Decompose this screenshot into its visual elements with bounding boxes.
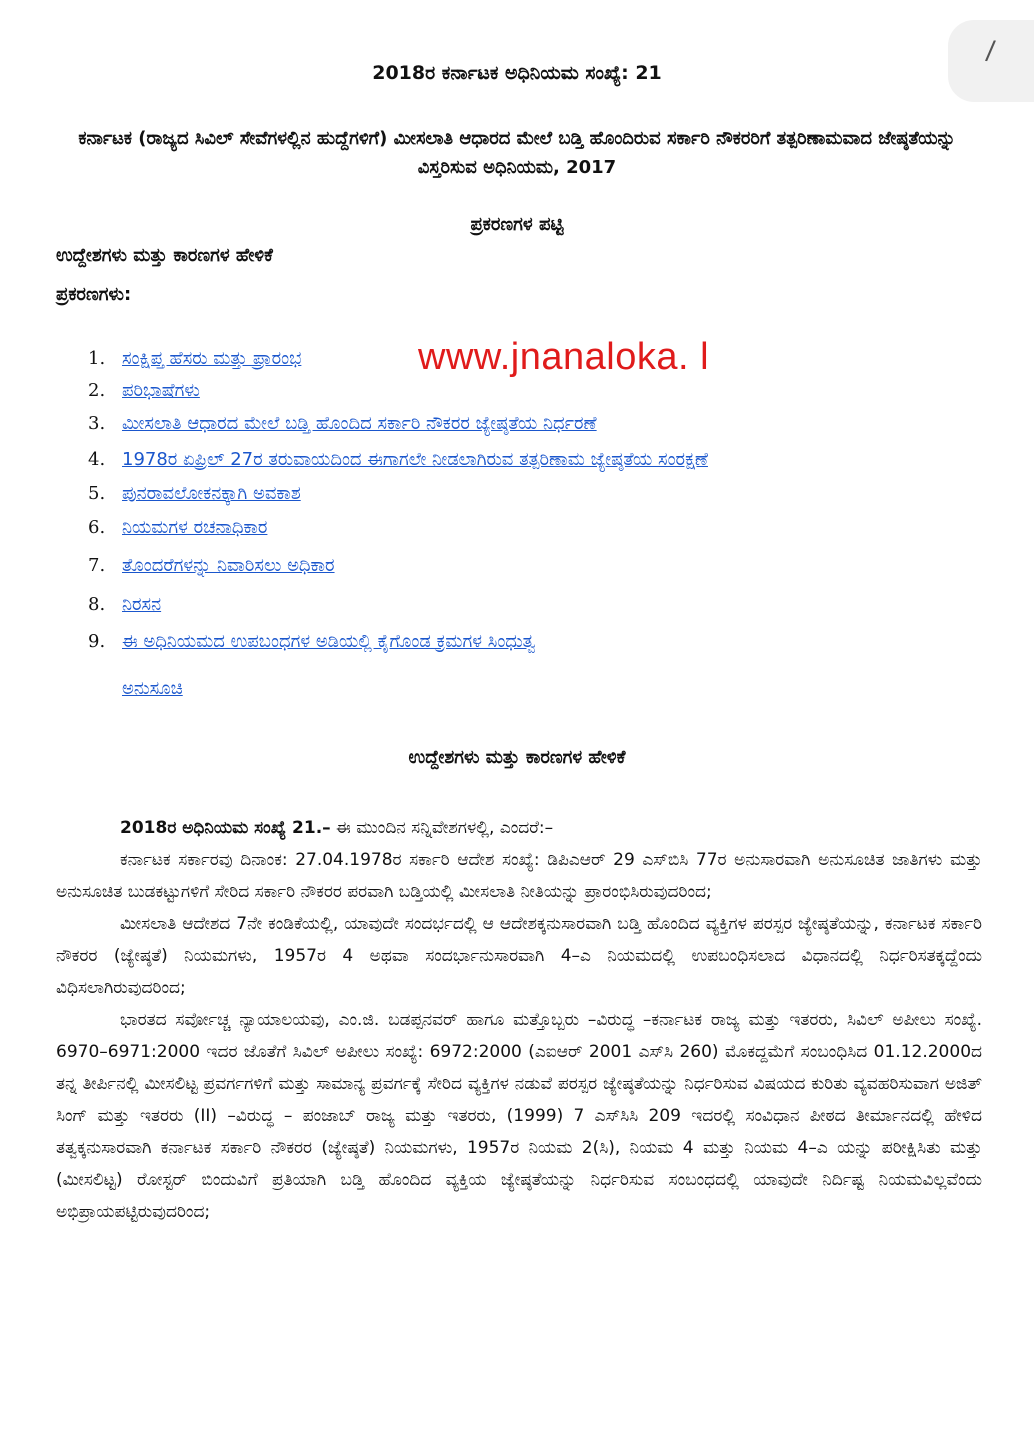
toc-link[interactable]: ತೊಂದರೆಗಳನ್ನು ನಿವಾರಿಸಲು ಅಧಿಕಾರ: [122, 555, 335, 576]
toc-link[interactable]: ಅನುಸೂಚಿ: [122, 678, 183, 699]
paragraph-1: ಕರ್ನಾಟಕ ಸರ್ಕಾರವು ದಿನಾಂಕ: 27.04.1978ರ ಸರ್ಕಾರಿ ಆದೇಶ ಸಂಖ್ಯೆ: ಡಿಪಿಎಆರ್ 29 ಎಸ್‌ಬಿಸಿ 77ರ ಅನುಸಾರವಾಗಿ ಅನುಸೂಚಿತ ಜಾತಿಗಳು ಮತ್ತು ಅನುಸೂಚಿತ ಬುಡಕಟ್ಟುಗಳಿಗೆ ಸೇರಿದ ಸರ್ಕಾರಿ ನೌಕರರ ಪರವಾಗಿ ಬಡ್ತಿಯಲ್ಲಿ ಮೀಸಲಾತಿ ನೀತಿಯನ್ನು ಪ್ರಾರಂಭಿಸಿರುವುದರಿಂದ;: [56, 850, 982, 902]
toc-number: 6.: [88, 517, 106, 538]
toc-item-6[interactable]: [88, 517, 267, 538]
toc-number: 7.: [88, 555, 106, 576]
toc-link[interactable]: 1978ರ ಏಪ್ರಿಲ್ 27ರ ತರುವಾಯದಿಂದ ಈಗಾಗಲೇ ನೀಡಲಾಗಿರುವ ತತ್ಪರಿಣಾಮ ಜ್ಯೇಷ್ಠತೆಯ ಸಂರಕ್ಷಣೆ: [122, 449, 708, 470]
toc-item-schedule[interactable]: [88, 678, 183, 699]
toc-link[interactable]: ಪುನರಾವಲೋಕನಕ್ಕಾಗಿ ಅವಕಾಶ: [122, 483, 301, 504]
toc-item-4[interactable]: [88, 449, 708, 470]
act-number-lead: 2018ರ ಅಧಿನಿಯಮ ಸಂಖ್ಯೆ 21.–: [120, 818, 331, 838]
toc-item-2[interactable]: [88, 380, 200, 401]
toc-number: 5.: [88, 483, 106, 504]
paragraph-2: ಮೀಸಲಾತಿ ಆದೇಶದ 7ನೇ ಕಂಡಿಕೆಯಲ್ಲಿ, ಯಾವುದೇ ಸಂದರ್ಭದಲ್ಲಿ ಆ ಆದೇಶಕ್ಕನುಸಾರವಾಗಿ ಬಡ್ತಿ ಹೊಂದಿದ ವ್ಯಕ್ತಿಗಳ ಪರಸ್ಪರ ಜ್ಯೇಷ್ಠತೆಯನ್ನು, ಕರ್ನಾಟಕ ಸರ್ಕಾರಿ ನೌಕರರ (ಜ್ಯೇಷ್ಠತೆ) ನಿಯಮಗಳು, 1957ರ 4 ಅಥವಾ ಸಂದರ್ಭಾನುಸಾರವಾಗಿ 4–ಎ ನಿಯಮದಲ್ಲಿ ಉಪಬಂಧಿಸಲಾದ ವಿಧಾನದಲ್ಲಿ ನಿರ್ಧರಿಸತಕ್ಕದ್ದೆಂದು ವಿಧಿಸಲಾಗಿರುವುದರಿಂದ;: [56, 914, 982, 998]
toc-link[interactable]: ಪರಿಭಾಷೆಗಳು: [122, 380, 200, 401]
act-subtitle: ಕರ್ನಾಟಕ (ರಾಜ್ಯದ ಸಿವಿಲ್ ಸೇವೆಗಳಲ್ಲಿನ ಹುದ್ದೆಗಳಿಗೆ) ಮೀಸಲಾತಿ ಆಧಾರದ ಮೇಲೆ ಬಡ್ತಿ ಹೊಂದಿರುವ ಸರ್ಕಾರಿ ನೌಕರರಿಗೆ ತತ್ಪರಿಣಾಮವಾದ ಜೇಷ್ಠತೆಯನ್ನು ವಿಸ್ತರಿಸುವ ಅಧಿನಿಯಮ, 2017: [78, 128, 956, 178]
act-title: 2018ರ ಕರ್ನಾಟಕ ಅಧಿನಿಯಮ ಸಂಖ್ಯೆ: 21: [372, 62, 662, 84]
toc-link[interactable]: ಮೀಸಲಾತಿ ಆಧಾರದ ಮೇಲೆ ಬಡ್ತಿ ಹೊಂದಿದ ಸರ್ಕಾರಿ ನೌಕರರ ಜ್ಯೇಷ್ಠತೆಯ ನಿರ್ಧರಣೆ: [122, 413, 597, 434]
section-heading: ಉದ್ದೇಶಗಳು ಮತ್ತು ಕಾರಣಗಳ ಹೇಳಿಕೆ: [408, 747, 626, 768]
toc-number: 2.: [88, 380, 106, 401]
toc-number: 9.: [88, 631, 106, 652]
toc-item-7[interactable]: [88, 555, 335, 576]
toc-heading: ಪ್ರಕರಣಗಳ ಪಟ್ಟಿ: [470, 214, 564, 235]
toc-number: 8.: [88, 594, 106, 615]
toc-link[interactable]: ಈ ಅಧಿನಿಯಮದ ಉಪಬಂಧಗಳ ಅಡಿಯಲ್ಲಿ ಕೈಗೊಂಡ ಕ್ರಮಗಳ ಸಿಂಧುತ್ವ: [122, 631, 536, 652]
toc-item-1[interactable]: [88, 348, 301, 369]
sections-label: ಪ್ರಕರಣಗಳು:: [56, 284, 132, 305]
objects-heading-link: ಉದ್ದೇಶಗಳು ಮತ್ತು ಕಾರಣಗಳ ಹೇಳಿಕೆ: [56, 245, 273, 266]
edit-pen-button[interactable]: [948, 20, 1034, 102]
toc-item-3[interactable]: [88, 413, 597, 434]
pen-icon: /: [984, 35, 997, 67]
intro-text: ಈ ಮುಂದಿನ ಸನ್ನಿವೇಶಗಳಲ್ಲಿ, ಎಂದರೆ:–: [330, 818, 554, 838]
toc-link[interactable]: ಸಂಕ್ಷಿಪ್ತ ಹೆಸರು ಮತ್ತು ಪ್ರಾರಂಭ: [122, 348, 302, 369]
toc-link[interactable]: ನಿಯಮಗಳ ರಚನಾಧಿಕಾರ: [122, 517, 268, 538]
paragraph-3: ಭಾರತದ ಸರ್ವೋಚ್ಚ ನ್ಯಾಯಾಲಯವು, ಎಂ.ಜಿ. ಬಡಪ್ಪನವರ್ ಹಾಗೂ ಮತ್ತೊಬ್ಬರು –ವಿರುದ್ಧ –ಕರ್ನಾಟಕ ರಾಜ್ಯ ಮತ್ತು ಇತರರು, ಸಿವಿಲ್ ಅಪೀಲು ಸಂಖ್ಯೆ. 6970–6971:2000 ಇದರ ಜೊತೆಗೆ ಸಿವಿಲ್ ಅಪೀಲು ಸಂಖ್ಯೆ: 6972:2000 (ಎಐಆರ್ 2001 ಎಸ್‌ಸಿ 260) ಮೊಕದ್ದಮೆಗೆ ಸಂಬಂಧಿಸಿದ 01.12.2000ದ ತನ್ನ ತೀರ್ಪಿನಲ್ಲಿ ಮೀಸಲಿಟ್ಟ ಪ್ರವರ್ಗಗಳಿಗೆ ಮತ್ತು ಸಾಮಾನ್ಯ ಪ್ರವರ್ಗಕ್ಕೆ ಸೇರಿದ ವ್ಯಕ್ತಿಗಳ ನಡುವೆ ಪರಸ್ಪರ ಜ್ಯೇಷ್ಠತೆಯನ್ನು ನಿರ್ಧರಿಸುವ ವಿಷಯದ ಕುರಿತು ವ್ಯವಹರಿಸುವಾಗ ಅಜಿತ್ ಸಿಂಗ್ ಮತ್ತು ಇತರರು (II) –ವಿರುದ್ಧ – ಪಂಜಾಬ್ ರಾಜ್ಯ ಮತ್ತು ಇತರರು, (1999) 7 ಎಸ್‌ಸಿಸಿ 209 ಇದರಲ್ಲಿ ಸಂವಿಧಾನ ಪೀಠದ ತೀರ್ಮಾನದಲ್ಲಿ ಹೇಳಿದ ತತ್ವಕ್ಕನುಸಾರವಾಗಿ ಕರ್ನಾಟಕ ಸರ್ಕಾರಿ ನೌಕರರ (ಜ್ಯೇಷ್ಠತೆ) ನಿಯಮಗಳು, 1957ರ ನಿಯಮ 2(ಸಿ), ನಿಯಮ 4 ಮತ್ತು ನಿಯಮ 4–ಎ ಯನ್ನು ಪರೀಕ್ಷಿಸಿತು ಮತ್ತು (ಮೀಸಲಿಟ್ಟ) ರೋಸ್ಟರ್ ಬಿಂದುವಿಗೆ ಪ್ರತಿಯಾಗಿ ಬಡ್ತಿ ಹೊಂದಿದ ವ್ಯಕ್ತಿಯ ಜ್ಯೇಷ್ಠತೆಯನ್ನು ನಿರ್ಧರಿಸುವ ಸಂಬಂಧದಲ್ಲಿ ಯಾವುದೇ ನಿರ್ದಿಷ್ಟ ನಿಯಮವಿಲ್ಲವೆಂದು ಅಭಿಪ್ರಾಯಪಟ್ಟಿರುವುದರಿಂದ;: [56, 1010, 982, 1222]
toc-item-9[interactable]: [88, 631, 535, 652]
toc-item-5[interactable]: [88, 483, 301, 504]
toc-number: 4.: [88, 449, 106, 470]
body-text: [56, 812, 982, 1228]
toc-link[interactable]: ನಿರಸನ: [122, 594, 162, 615]
watermark-text: www.jnanaloka. l: [418, 336, 710, 378]
intro-paragraph: [56, 812, 982, 844]
toc-number: 3.: [88, 413, 106, 434]
toc-item-8[interactable]: [88, 594, 161, 615]
toc-number: 1.: [88, 348, 106, 369]
